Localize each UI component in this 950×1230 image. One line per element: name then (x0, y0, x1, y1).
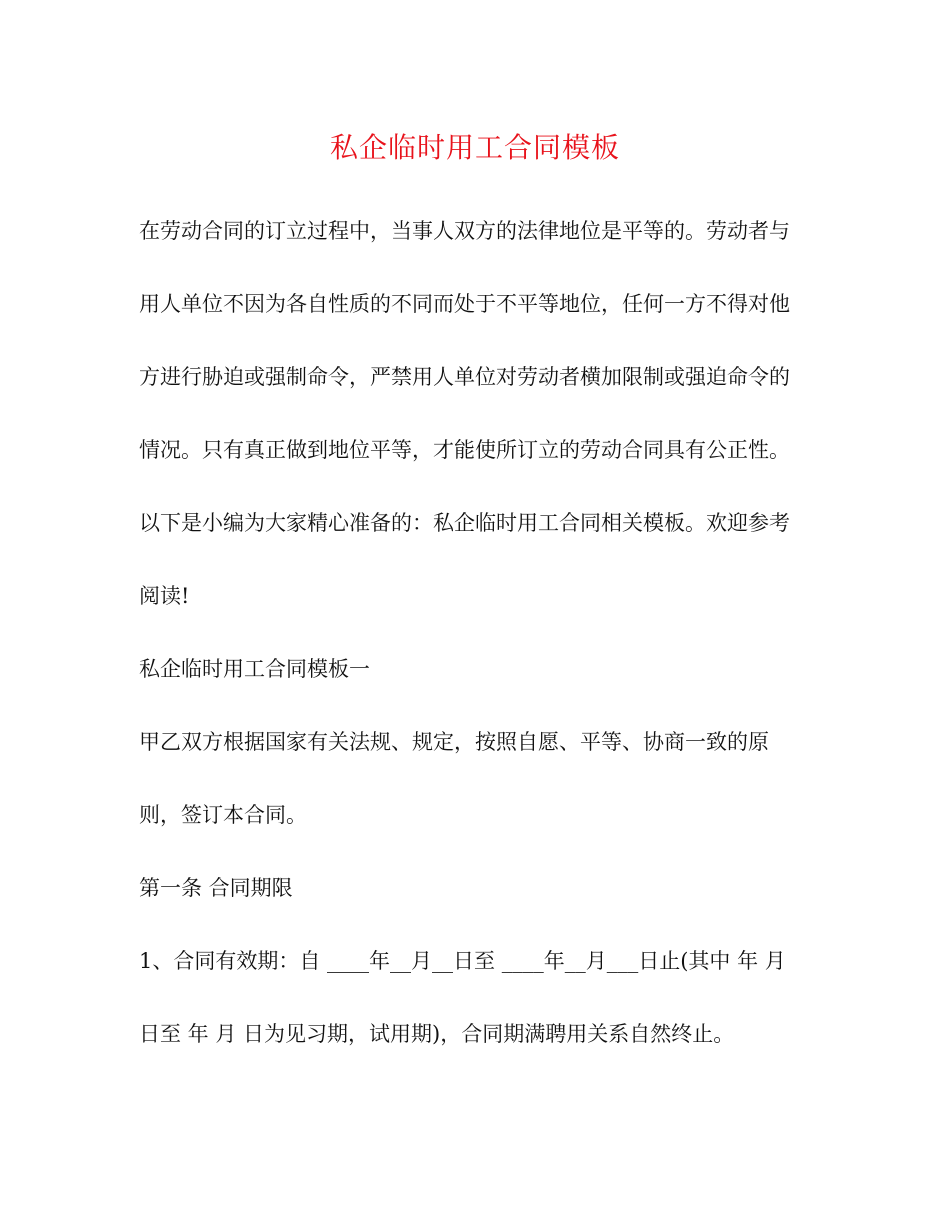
paragraph-line: 甲乙双方根据国家有关法规、规定，按照自愿、平等、协商一致的原 (139, 730, 769, 754)
paragraph-line: 用人单位不因为各自性质的不同而处于不平等地位，任何一方不得对他 (139, 292, 790, 316)
paragraph-line: 以下是小编为大家精心准备的：私企临时用工合同相关模板。欢迎参考 (139, 511, 790, 535)
article-heading: 第一条 合同期限 (139, 876, 293, 900)
paragraph-line: 方进行胁迫或强制命令，严禁用人单位对劳动者横加限制或强迫命令的 (139, 365, 790, 389)
paragraph-line: 情况。只有真正做到地位平等，才能使所订立的劳动合同具有公正性。 (139, 438, 790, 462)
section-heading: 私企临时用工合同模板一 (139, 657, 370, 681)
paragraph-line: 在劳动合同的订立过程中，当事人双方的法律地位是平等的。劳动者与 (139, 219, 790, 243)
paragraph-line: 阅读! (139, 584, 190, 608)
paragraph-line: 1、合同有效期：自 ____年__月__日至 ____年__月___日止(其中 年 月 (139, 949, 786, 973)
paragraph-line: 则，签订本合同。 (139, 803, 307, 827)
document-title: 私企临时用工合同模板 (329, 131, 620, 164)
paragraph-line: 日至 年 月 日为见习期，试用期)，合同期满聘用关系自然终止。 (139, 1022, 735, 1046)
